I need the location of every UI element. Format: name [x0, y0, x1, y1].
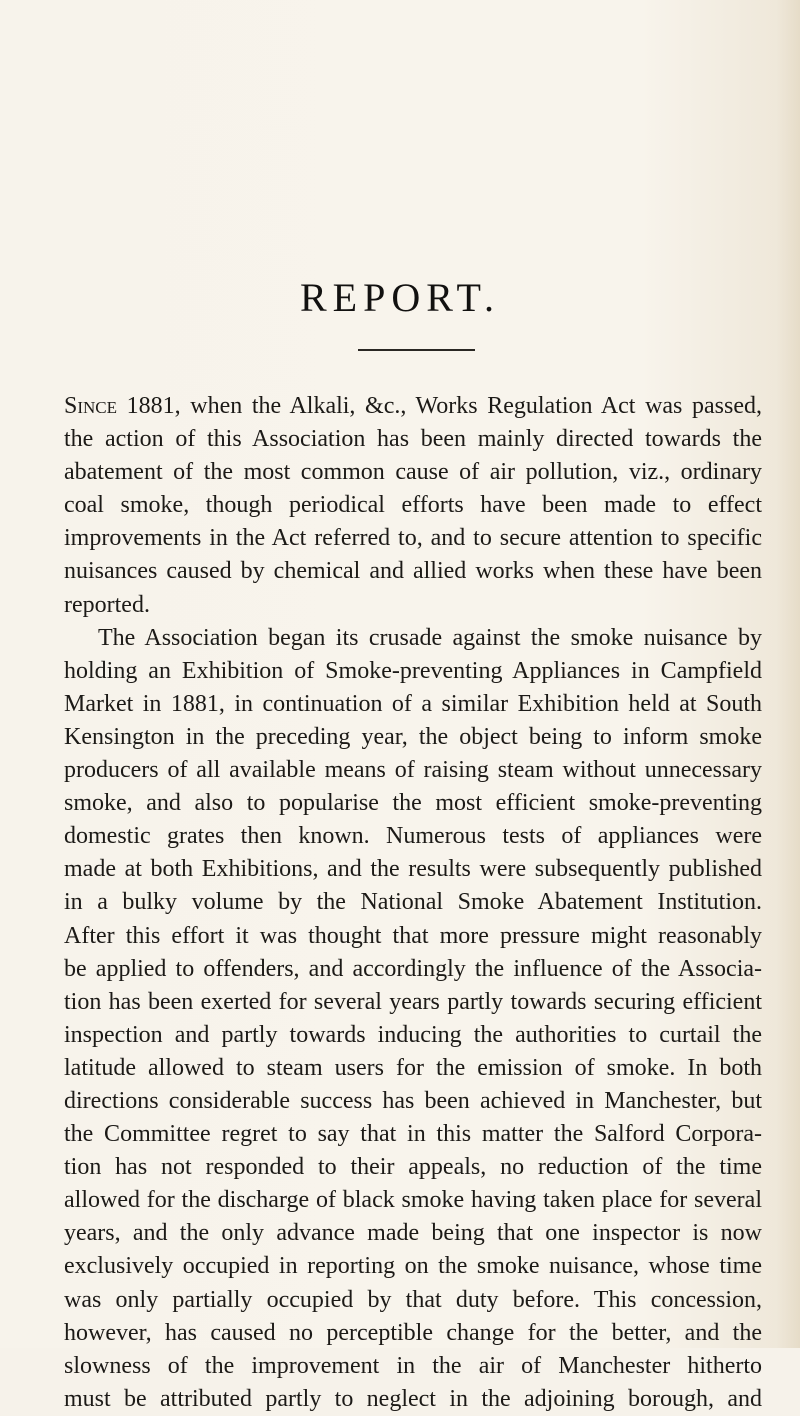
- text-line: [64, 390, 762, 423]
- report-heading: REPORT.: [300, 275, 500, 320]
- text-line: abatement of the most common cause of air pollution, viz., ordinary: [64, 459, 762, 486]
- text-line: domestic grates then known. Numerous tests of appliances were: [64, 823, 762, 850]
- text-line-content: 1881, when the Alkali, &c., Works Regulation Act was passed,: [117, 393, 762, 419]
- text-line: holding an Exhibition of Smoke-preventing Appliances in Campfield: [64, 657, 762, 684]
- text-line: coal smoke, though periodical efforts have been made to effect: [64, 492, 762, 519]
- text-line: made at both Exhibitions, and the results were subsequently published: [64, 856, 762, 883]
- text-line: nuisances caused by chemical and allied works when these have been: [64, 558, 762, 585]
- text-line: tion has been exerted for several years partly towards securing efficient: [64, 988, 762, 1015]
- text-line: was only partially occupied by that duty before. This concession,: [64, 1286, 762, 1313]
- text-line: improvements in the Act referred to, and to secure attention to specific: [64, 525, 762, 552]
- text-line: tion has not responded to their appeals, no reduction of the time: [64, 1154, 762, 1181]
- text-line: smoke, and also to popularise the most efficient smoke-preventing: [64, 790, 762, 817]
- text-line: however, has caused no perceptible change for the better, and the: [64, 1319, 762, 1346]
- text-line: allowed for the discharge of black smoke having taken place for several: [64, 1187, 762, 1214]
- report-body: [64, 390, 762, 1416]
- text-line: be applied to offenders, and accordingly the influence of the Associa-: [64, 955, 762, 982]
- text-line: After this effort it was thought that more pressure might reasonably: [64, 922, 762, 949]
- text-line: inspection and partly towards inducing the authorities to curtail the: [64, 1021, 762, 1048]
- text-line: Kensington in the preceding year, the object being to inform smoke: [64, 723, 762, 750]
- text-line: latitude allowed to steam users for the emission of smoke. In both: [64, 1054, 762, 1081]
- text-line: exclusively occupied in reporting on the smoke nuisance, whose time: [64, 1253, 762, 1280]
- text-line: Market in 1881, in continuation of a similar Exhibition held at South: [64, 690, 762, 717]
- text-line: in a bulky volume by the National Smoke Abatement Institution.: [64, 889, 762, 916]
- text-line: directions considerable success has been achieved in Manchester, but: [64, 1087, 762, 1114]
- paragraph-1: [64, 390, 762, 622]
- text-line: producers of all available means of raising steam without unnecessary: [64, 757, 762, 784]
- text-line: the Committee regret to say that in this matter the Salford Corpora-: [64, 1121, 762, 1148]
- text-line: must be attributed partly to neglect in the adjoining borough, and: [64, 1385, 762, 1412]
- text-line: reported.: [64, 591, 150, 618]
- heading-rule: [358, 349, 475, 351]
- lead-word: Since: [64, 393, 118, 419]
- text-line: the action of this Association has been mainly directed towards the: [64, 426, 762, 453]
- text-line: years, and the only advance made being that one inspector is now: [64, 1220, 762, 1247]
- text-line: The Association began its crusade against the smoke nuisance by: [98, 624, 762, 651]
- paragraph-2: [64, 622, 762, 1416]
- text-line: slowness of the improvement in the air of Manchester hitherto: [64, 1352, 762, 1379]
